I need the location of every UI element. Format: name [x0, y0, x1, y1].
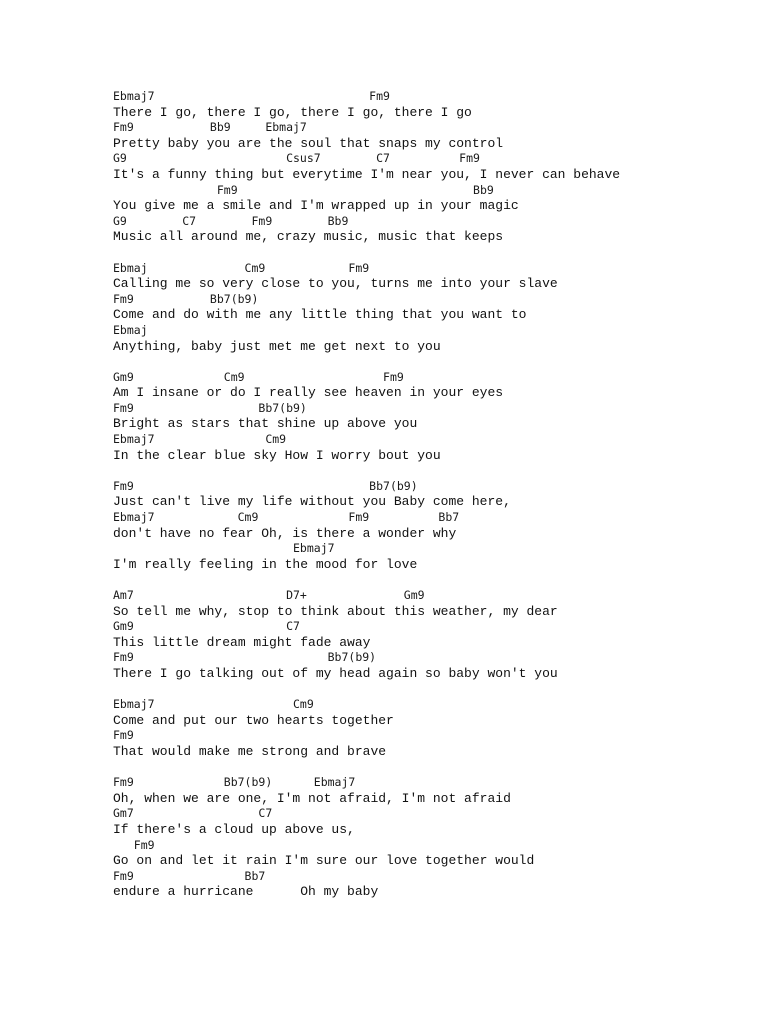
- chord-line: Fm9 Bb7(b9): [113, 291, 259, 306]
- stanza-gap: [113, 245, 753, 261]
- chord-line: Ebmaj Cm9 Fm9: [113, 260, 370, 275]
- chord-line: Fm9 Bb7(b9): [113, 650, 377, 665]
- lyric-line: Come and do with me any little thing that you want to: [113, 307, 527, 323]
- chord-line: Ebmaj7 Fm9: [113, 89, 390, 103]
- lyric-line: This little dream might fade away: [113, 634, 371, 650]
- lyric-line: don't have no fear Oh, is there a wonder why: [113, 525, 457, 541]
- chord-line: Ebmaj7 Cm9: [113, 432, 287, 447]
- chord-line: Gm9 Cm9 Fm9: [113, 369, 404, 384]
- lyric-line: I'm really feeling in the mood for love: [113, 556, 418, 572]
- lyric-line: That would make me strong and brave: [113, 743, 387, 759]
- lyric-line: Go on and let it rain I'm sure our love together would: [113, 853, 535, 869]
- lyric-line: Just can't live my life without you Baby come here,: [113, 494, 511, 510]
- lyric-line: Bright as stars that shine up above you: [113, 416, 418, 432]
- chord-line: Fm9: [113, 837, 155, 852]
- lyric-line: Pretty baby you are the soul that snaps my control: [113, 135, 504, 151]
- lyric-line: Come and put our two hearts together: [113, 712, 394, 728]
- lyric-line: Calling me so very close to you, turns me into your slave: [113, 276, 558, 292]
- stanza-gap: [113, 463, 753, 479]
- lyric-line: Music all around me, crazy music, music that keeps: [113, 229, 504, 245]
- stanza-gap: [113, 354, 753, 370]
- chord-line: Ebmaj7: [113, 541, 335, 556]
- chord-line: Fm9 Bb7(b9) Ebmaj7: [113, 775, 356, 790]
- chord-line: Fm9 Bb7(b9): [113, 478, 418, 493]
- chord-line: Ebmaj: [113, 322, 148, 337]
- lyric-line: Am I insane or do I really see heaven in your eyes: [113, 385, 504, 401]
- chord-line: Ebmaj7 Cm9: [113, 697, 314, 712]
- lyric-line: There I go talking out of my head again so baby won't you: [113, 665, 558, 681]
- stanza-gap: [113, 682, 753, 698]
- lyric-line: So tell me why, stop to think about this weather, my dear: [113, 603, 558, 619]
- lyric-line: If there's a cloud up above us,: [113, 821, 355, 837]
- lyric-line: In the clear blue sky How I worry bout you: [113, 447, 441, 463]
- chord-line: Fm9 Bb7: [113, 868, 266, 883]
- stanza-gap: [113, 572, 753, 588]
- lyric-line: It's a funny thing but everytime I'm near you, I never can behave: [113, 166, 621, 182]
- chord-line: Fm9 Bb7(b9): [113, 400, 307, 415]
- chord-line: Fm9 Bb9 Ebmaj7: [113, 120, 307, 135]
- chord-line: Gm9 C7: [113, 619, 300, 634]
- lyric-line: Oh, when we are one, I'm not afraid, I'm not afraid: [113, 790, 511, 806]
- lyric-line: Anything, baby just met me get next to you: [113, 338, 441, 354]
- chord-line: Am7 D7+ Gm9: [113, 588, 425, 602]
- chord-line: G9 Csus7 C7 Fm9: [113, 151, 480, 166]
- lyric-line: You give me a smile and I'm wrapped up in your magic: [113, 198, 519, 214]
- chord-line: Fm9 Bb9: [113, 182, 494, 197]
- chord-line: Fm9: [113, 728, 134, 743]
- lyric-line: There I go, there I go, there I go, there I go: [113, 104, 472, 120]
- chord-line: Ebmaj7 Cm9 Fm9 Bb7: [113, 510, 460, 525]
- chord-sheet: [113, 89, 753, 900]
- chord-line: G9 C7 Fm9 Bb9: [113, 213, 349, 228]
- chord-line: Gm7 C7: [113, 806, 273, 821]
- stanza-gap: [113, 760, 753, 776]
- lyric-line: endure a hurricane Oh my baby: [113, 884, 379, 900]
